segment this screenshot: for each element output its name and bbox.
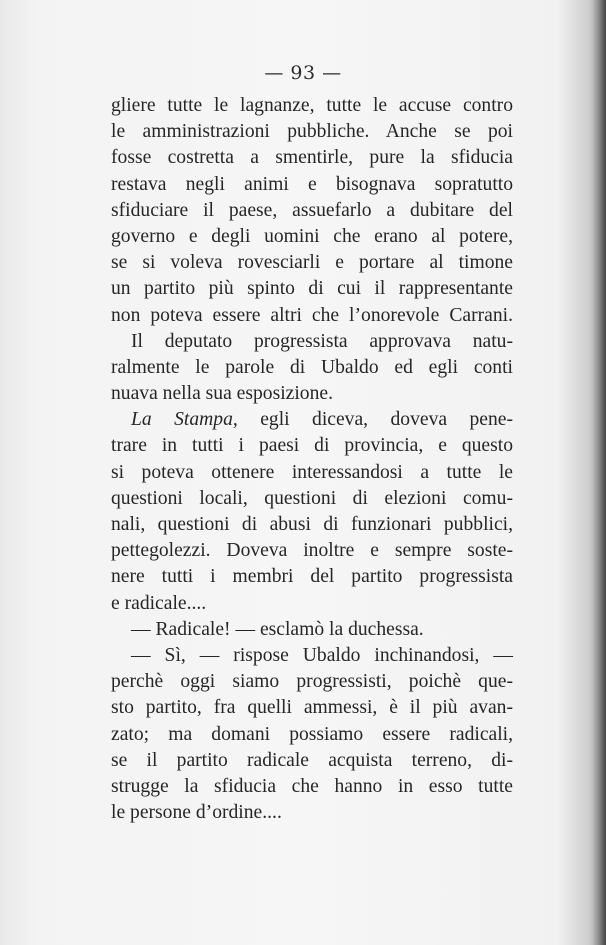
text-line: nali, questioni di abusi di funzionari pubblici, bbox=[111, 514, 513, 535]
text-line: se si voleva rovesciarli e portare al timone bbox=[111, 252, 513, 274]
text-line: nuava nella sua esposizione. bbox=[111, 383, 333, 405]
text-line: fosse costretta a smentirle, pure la sfiducia bbox=[111, 147, 513, 169]
text-line: trare in tutti i paesi di provincia, e questo bbox=[111, 435, 513, 457]
page-number: — 93 — bbox=[264, 62, 342, 84]
page-edge-shadow bbox=[592, 0, 606, 945]
text-line: ralmente le parole di Ubaldo ed egli conti bbox=[111, 356, 513, 378]
dialogue-line: — Sì, — rispose Ubaldo inchinandosi, — bbox=[131, 644, 513, 666]
text-line-rest: egli diceva, doveva pene- bbox=[237, 409, 514, 431]
text-line: si poteva ottenere interessandosi a tutte le bbox=[111, 461, 513, 483]
text-line: restava negli animi e bisognava sopratutto bbox=[111, 173, 513, 195]
text-line: nere tutti i membri del partito progressista bbox=[111, 566, 513, 588]
body-text bbox=[111, 93, 513, 826]
text-line: se il partito radicale acquista terreno, di- bbox=[111, 749, 513, 771]
text-line: e radicale.... bbox=[111, 592, 207, 614]
text-line: sfiduciare il paese, assuefarlo a dubitare del bbox=[111, 199, 513, 221]
text-line: zato; ma domani possiamo essere radicali, bbox=[111, 723, 513, 745]
dialogue-line: — Radicale! — esclamò la duchessa. bbox=[131, 618, 424, 640]
text-line: un partito più spinto di cui il rappresentante bbox=[111, 278, 513, 300]
text-line: non poteva essere altri che l’onorevole Carrani. bbox=[111, 304, 513, 326]
text-line: strugge la sfiducia che hanno in esso tutte bbox=[111, 775, 513, 797]
text-line: le amministrazioni pubbliche. Anche se poi bbox=[111, 121, 513, 143]
text-line: pettegolezzi. Doveva inoltre e sempre soste- bbox=[111, 540, 513, 562]
newspaper-title: La Stampa, bbox=[131, 409, 238, 431]
text-line: sto partito, fra quelli ammessi, è il più avan- bbox=[111, 697, 513, 719]
text-line: gliere tutte le lagnanze, tutte le accuse contro bbox=[111, 95, 513, 116]
text-line: perchè oggi siamo progressisti, poichè que- bbox=[111, 671, 513, 693]
text-line: Il deputato progressista approvava natu- bbox=[131, 330, 513, 352]
text-line: governo e degli uomini che erano al potere, bbox=[111, 225, 513, 247]
text-line: le persone d’ordine.... bbox=[111, 802, 282, 824]
text-line: questioni locali, questioni di elezioni comu- bbox=[111, 487, 513, 509]
text-line-with-italic bbox=[111, 407, 513, 433]
